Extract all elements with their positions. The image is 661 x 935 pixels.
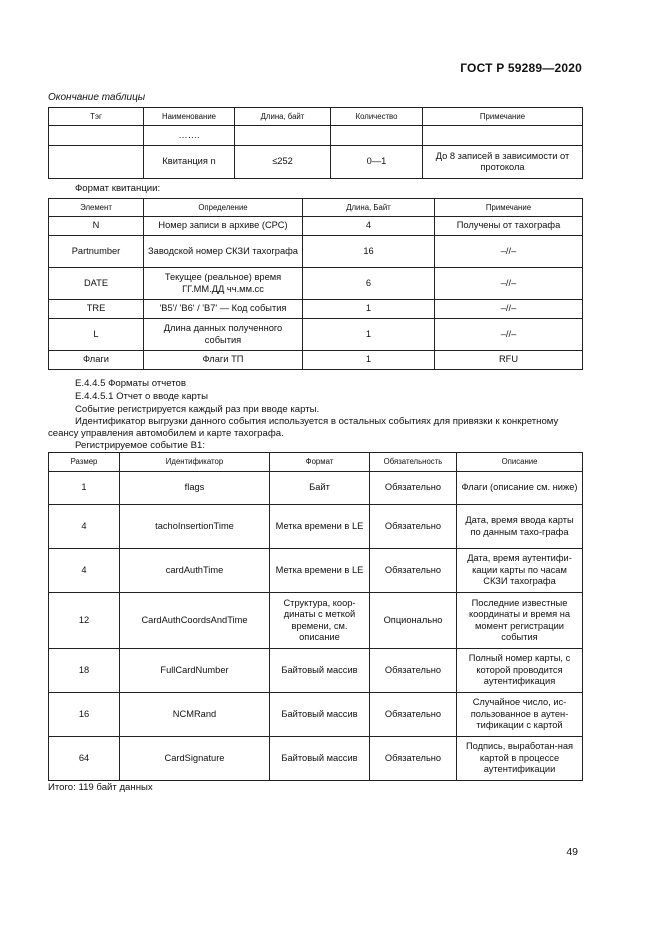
table-cell: L	[49, 319, 144, 351]
table-cell: Последние известные координаты и время на момент регистрации события	[457, 593, 583, 649]
table-row	[49, 217, 583, 236]
table-cell	[235, 126, 331, 146]
table-cell: CardSignature	[120, 737, 270, 781]
table-cell: Обязательно	[370, 549, 457, 593]
table-cell: TRE	[49, 300, 144, 319]
col-header: Примечание	[423, 108, 583, 126]
table-cell: Дата, время ввода карты по данным тахо-графа	[457, 505, 583, 549]
col-header: Длина, байт	[235, 108, 331, 126]
col-header: Элемент	[49, 199, 144, 217]
table-row	[49, 351, 583, 370]
receipt-format-title: Формат квитанции:	[75, 183, 161, 194]
col-header: Обязательность	[370, 453, 457, 472]
paragraph-line: сеансу управления автомобилем и карте тахографа.	[48, 428, 284, 439]
table-cell: Текущее (реальное) время ГГ.ММ.ДД чч.мм.сс	[144, 268, 303, 300]
paragraph-line: Идентификатор выгрузки данного события используется в остальных событиях для привязки к конкретному	[75, 416, 559, 427]
table-cell: 1	[49, 472, 120, 505]
table-cell: …….	[144, 126, 235, 146]
table-row	[49, 126, 583, 146]
table-cell: DATE	[49, 268, 144, 300]
table-cell: N	[49, 217, 144, 236]
col-header: Идентификатор	[120, 453, 270, 472]
table-cell: Байтовый массив	[270, 649, 370, 693]
table-row	[49, 549, 583, 593]
table-cell: Флаги (описание см. ниже)	[457, 472, 583, 505]
table-cell: –//–	[435, 319, 583, 351]
table-cell: 1	[303, 351, 435, 370]
table-cell	[49, 146, 144, 179]
table-cell: Структура, коор-динаты с меткой времени, см. описание	[270, 593, 370, 649]
table-cell: 0—1	[331, 146, 423, 179]
table-row	[49, 236, 583, 268]
col-header: Определение	[144, 199, 303, 217]
table-cell: NCMRand	[120, 693, 270, 737]
table-cell: Байтовый массив	[270, 693, 370, 737]
table-caption: Окончание таблицы	[48, 92, 146, 103]
subsection-heading: Е.4.4.5.1 Отчет о вводе карты	[75, 391, 208, 402]
table-row	[49, 472, 583, 505]
table-cell: 4	[303, 217, 435, 236]
col-header: Количество	[331, 108, 423, 126]
table-row	[49, 319, 583, 351]
table-cell: Номер записи в архиве (СРС)	[144, 217, 303, 236]
table-row	[49, 300, 583, 319]
table-cell: flags	[120, 472, 270, 505]
col-header: Размер	[49, 453, 120, 472]
table-cell: Метка времени в LE	[270, 505, 370, 549]
table-cell: RFU	[435, 351, 583, 370]
col-header: Наименование	[144, 108, 235, 126]
table-cell: Метка времени в LE	[270, 549, 370, 593]
table-row	[49, 268, 583, 300]
col-header: Формат	[270, 453, 370, 472]
table-cell: Опционально	[370, 593, 457, 649]
table-cell: Флаги ТП	[144, 351, 303, 370]
event-b1-table	[48, 452, 583, 781]
col-header: Описание	[457, 453, 583, 472]
table-cell: Обязательно	[370, 693, 457, 737]
table-cell: Подпись, выработан-ная картой в процессе аутентификации	[457, 737, 583, 781]
table-cell: FullCardNumber	[120, 649, 270, 693]
table-row	[49, 505, 583, 549]
total-line: Итого: 119 байт данных	[48, 782, 153, 793]
table-cell: ≤252	[235, 146, 331, 179]
table-cell: Обязательно	[370, 505, 457, 549]
table-cell: Длина данных полученного события	[144, 319, 303, 351]
table-cell	[423, 126, 583, 146]
table-cell: Partnumber	[49, 236, 144, 268]
table-cell: –//–	[435, 268, 583, 300]
table-cell: 64	[49, 737, 120, 781]
table-cell: 'B5'/ 'B6' / 'B7' — Код события	[144, 300, 303, 319]
section-heading: Е.4.4.5 Форматы отчетов	[75, 378, 186, 389]
table-cell: 1	[303, 300, 435, 319]
table-cell: Полный номер карты, с которой проводится аутентификация	[457, 649, 583, 693]
table-cell: Случайное число, ис-пользованное в аутен-тификации с картой	[457, 693, 583, 737]
table-cell: CardAuthCoordsAndTime	[120, 593, 270, 649]
col-header: Тэг	[49, 108, 144, 126]
table-cell: 1	[303, 319, 435, 351]
table-continuation	[48, 107, 583, 179]
table-cell: Байтовый массив	[270, 737, 370, 781]
table-cell: Обязательно	[370, 737, 457, 781]
table-cell: –//–	[435, 236, 583, 268]
table-cell: 18	[49, 649, 120, 693]
table-cell: cardAuthTime	[120, 549, 270, 593]
table-cell: 16	[49, 693, 120, 737]
table-cell: Получены от тахографа	[435, 217, 583, 236]
table-cell: 4	[49, 549, 120, 593]
table-cell: –//–	[435, 300, 583, 319]
table-row	[49, 737, 583, 781]
col-header: Длина, Байт	[303, 199, 435, 217]
table-row	[49, 593, 583, 649]
table-cell: tachoInsertionTime	[120, 505, 270, 549]
table-cell: 12	[49, 593, 120, 649]
table-row	[49, 693, 583, 737]
table-row	[49, 649, 583, 693]
table-cell: Обязательно	[370, 472, 457, 505]
table-cell	[49, 126, 144, 146]
table-cell: Квитанция n	[144, 146, 235, 179]
table-cell: Заводской номер СКЗИ тахографа	[144, 236, 303, 268]
col-header: Примечание	[435, 199, 583, 217]
table-cell: 16	[303, 236, 435, 268]
table-cell	[331, 126, 423, 146]
standard-header: ГОСТ Р 59289—2020	[460, 61, 582, 75]
receipt-format-table	[48, 198, 583, 370]
page-number: 49	[566, 846, 578, 858]
table-cell: До 8 записей в зависимости от протокола	[423, 146, 583, 179]
table-cell: 6	[303, 268, 435, 300]
table-cell: 4	[49, 505, 120, 549]
paragraph-line: Регистрируемое событие B1:	[75, 440, 206, 451]
table-cell: Обязательно	[370, 649, 457, 693]
table-cell: Дата, время аутентифи-кации карты по часам СКЗИ тахографа	[457, 549, 583, 593]
table-row	[49, 146, 583, 179]
paragraph-line: Событие регистрируется каждый раз при вводе карты.	[75, 404, 320, 415]
table-cell: Флаги	[49, 351, 144, 370]
table-cell: Байт	[270, 472, 370, 505]
